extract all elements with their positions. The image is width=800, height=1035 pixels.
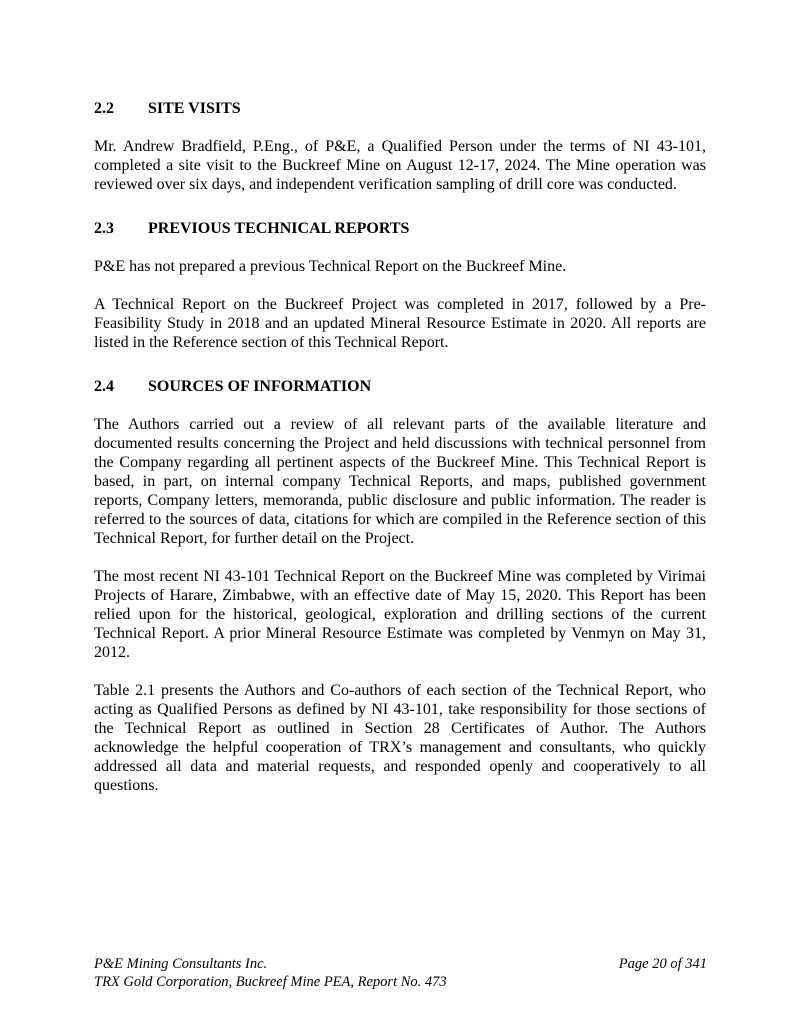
paragraph: P&E has not prepared a previous Technical Report on the Buckreef Mine.	[94, 258, 567, 275]
section-sources-of-information	[94, 377, 706, 795]
paragraph: The Authors carried out a review of all relevant parts of the available literature and documented results concerning the Project and held discussions with technical personnel from the Company regarding all pertinent aspects of the Buckreef Mine. This Technical Report is based, in part, on internal company Technical Reports, and maps, published government reports, Company letters, memoranda, public disclosure and public information. The reader is referred to the sources of data, citations for which are compiled in the Reference section of this Technical Report, for further detail on the Project.	[94, 416, 706, 547]
footer-page-number: Page 20 of 341	[618, 956, 707, 972]
section-number: 2.2	[94, 100, 114, 117]
section-title: PREVIOUS TECHNICAL REPORTS	[148, 220, 410, 237]
paragraph: A Technical Report on the Buckreef Project was completed in 2017, followed by a Pre-Feasibility Study in 2018 and an updated Mineral Resource Estimate in 2020. All reports are listed in the Reference section of this Technical Report.	[94, 296, 706, 351]
footer-company: P&E Mining Consultants Inc.	[94, 956, 268, 972]
paragraph: Table 2.1 presents the Authors and Co-authors of each section of the Technical Report, who acting as Qualified Persons as defined by NI 43-101, take responsibility for those sections of the Technical Report as outlined in Section 28 Certificates of Author. The Authors acknowledge the helpful cooperation of TRX’s management and consultants, who quickly addressed all data and material requests, and responded openly and cooperatively to all questions.	[94, 682, 706, 794]
section-heading	[94, 99, 706, 118]
section-number: 2.4	[94, 378, 114, 395]
document-page	[94, 99, 706, 795]
page-footer	[94, 955, 707, 991]
section-heading	[94, 219, 706, 238]
section-heading	[94, 377, 706, 396]
footer-report-title: TRX Gold Corporation, Buckreef Mine PEA, Report No. 473	[94, 974, 447, 990]
paragraph: The most recent NI 43-101 Technical Report on the Buckreef Mine was completed by Virimai Projects of Harare, Zimbabwe, with an effective date of May 15, 2020. This Report has been relied upon for the historical, geological, exploration and drilling sections of the current Technical Report. A prior Mineral Resource Estimate was completed by Venmyn on May 31, 2012.	[94, 568, 706, 661]
section-title: SOURCES OF INFORMATION	[148, 378, 372, 395]
footer-row	[94, 955, 707, 973]
section-site-visits	[94, 99, 706, 194]
section-title: SITE VISITS	[148, 100, 241, 117]
section-number: 2.3	[94, 220, 114, 237]
paragraph: Mr. Andrew Bradfield, P.Eng., of P&E, a Qualified Person under the terms of NI 43-101, completed a site visit to the Buckreef Mine on August 12-17, 2024. The Mine operation was reviewed over six days, and independent verification sampling of drill core was conducted.	[94, 138, 706, 193]
section-previous-technical-reports	[94, 219, 706, 352]
